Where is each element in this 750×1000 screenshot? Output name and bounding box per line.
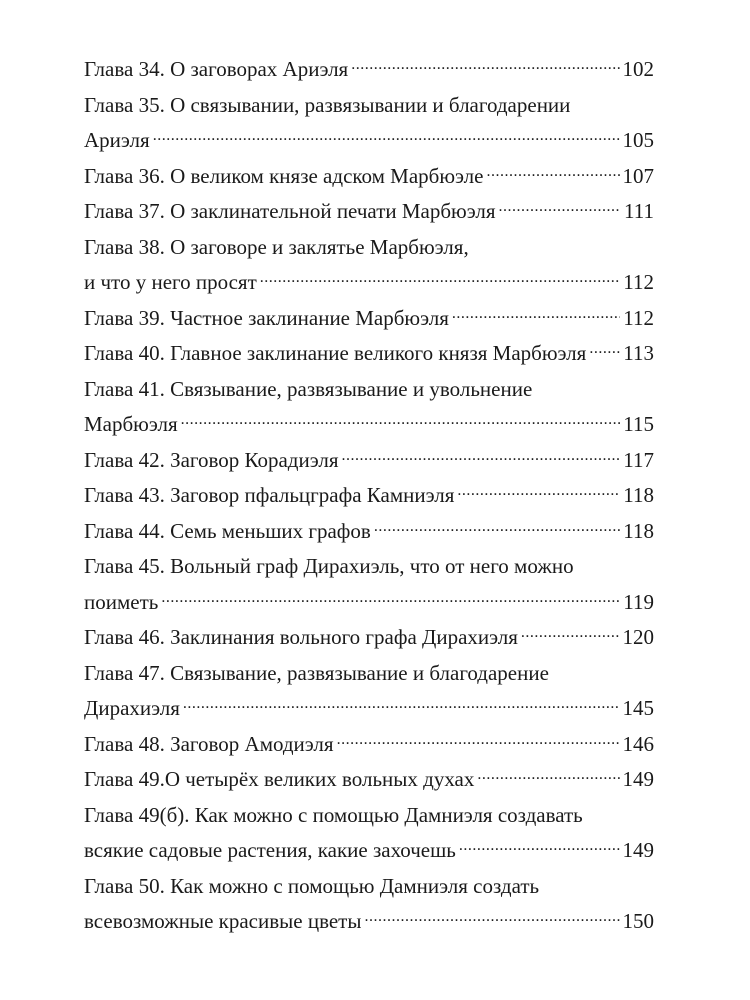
toc-entry-text: Глава 47. Связывание, развязывание и благодарение [84, 660, 549, 685]
toc-entry-text: Глава 37. О заклинательной печати Марбюэля [84, 199, 496, 223]
toc-entry-continuation-line [84, 904, 654, 940]
toc-page-number: 150 [622, 909, 654, 933]
toc-page-number: 111 [624, 199, 654, 223]
toc-entry-text: Глава 40. Главное заклинание великого князя Марбюэля [84, 341, 587, 365]
toc-entry-title-line [84, 762, 654, 798]
dot-leader [183, 694, 620, 715]
toc-entry-text: Глава 45. Вольный граф Дирахиэль, что от него можно [84, 554, 574, 578]
toc-entry-text: Глава 44. Семь меньших графов [84, 518, 371, 543]
toc-entry [84, 301, 654, 337]
toc-page-number: 112 [623, 305, 654, 330]
toc-entry-title-line [84, 478, 654, 514]
dot-leader [337, 730, 620, 751]
toc-entry-text: Глава 39. Частное заклинание Марбюэля [84, 305, 449, 330]
toc-entry-text: Ариэля [84, 128, 150, 152]
toc-entry-text: Глава 49.О четырёх великих вольных духах [84, 767, 475, 791]
toc-page-number: 115 [623, 412, 654, 436]
toc-entry-continuation-line [84, 265, 654, 301]
toc-entry-text: всевозможные красивые цветы [84, 909, 362, 933]
toc-entry-text: Глава 42. Заговор Корадиэля [84, 447, 339, 472]
toc-entry-title-line [84, 230, 654, 266]
dot-leader [161, 588, 620, 609]
toc-entry-title-line [84, 727, 654, 763]
dot-leader [452, 304, 620, 325]
toc-page-number: 120 [622, 625, 654, 649]
toc-entry-text: Глава 41. Связывание, развязывание и увольнение [84, 376, 533, 401]
toc-entry-title-line [84, 52, 654, 88]
toc-entry-text: Глава 34. О заговорах Ариэля [84, 57, 349, 81]
toc-entry-title-line [84, 336, 654, 372]
toc-page-number: 149 [622, 767, 654, 791]
toc-entry-text: всякие садовые растения, какие захочешь [84, 838, 456, 862]
toc-entry-text: Глава 50. Как можно с помощью Дамниэля создать [84, 873, 540, 898]
toc-entry-title-line [84, 194, 654, 230]
toc-entry-title-line [84, 443, 654, 479]
toc-entry [84, 443, 654, 479]
toc-entry [84, 514, 654, 550]
toc-entry [84, 230, 654, 301]
toc-entry-text: поиметь [84, 589, 159, 614]
toc-page-number: 119 [623, 589, 654, 614]
toc-entry-title-line [84, 372, 654, 408]
dot-leader [342, 446, 621, 467]
table-of-contents [84, 52, 654, 940]
dot-leader [457, 481, 620, 502]
toc-entry-text: Дирахиэля [84, 696, 180, 720]
toc-entry [84, 194, 654, 230]
toc-entry [84, 727, 654, 763]
toc-page-number: 107 [622, 163, 654, 188]
toc-entry-continuation-line [84, 691, 654, 727]
dot-leader [153, 126, 620, 147]
dot-leader [477, 765, 619, 786]
toc-entry-continuation-line [84, 123, 654, 159]
toc-entry-text: Глава 43. Заговор пфальцграфа Камниэля [84, 483, 455, 507]
toc-entry [84, 762, 654, 798]
dot-leader [181, 410, 621, 431]
toc-entry-title-line [84, 620, 654, 656]
dot-leader [459, 836, 620, 857]
toc-entry-text: Глава 49(б). Как можно с помощью Дамниэля создавать [84, 802, 583, 827]
toc-entry-title-line [84, 869, 654, 905]
toc-entry-text: Глава 36. О великом князе адском Марбюэле [84, 163, 484, 188]
toc-entry-title-line [84, 798, 654, 834]
toc-entry [84, 478, 654, 514]
toc-page-number: 149 [622, 838, 654, 862]
toc-entry-text: и что у него просят [84, 270, 257, 294]
toc-entry [84, 869, 654, 940]
toc-entry [84, 620, 654, 656]
dot-leader [260, 268, 620, 289]
toc-entry [84, 656, 654, 727]
dot-leader [521, 623, 620, 644]
toc-entry [84, 336, 654, 372]
toc-entry-continuation-line [84, 407, 654, 443]
toc-entry [84, 159, 654, 195]
toc-entry-title-line [84, 656, 654, 692]
dot-leader [499, 197, 622, 218]
dot-leader [589, 339, 620, 360]
toc-entry [84, 798, 654, 869]
toc-entry-text: Глава 46. Заклинания вольного графа Дирахиэля [84, 625, 518, 649]
dot-leader [374, 517, 620, 538]
toc-entry-title-line [84, 159, 654, 195]
toc-page-number: 118 [623, 483, 654, 507]
toc-entry [84, 372, 654, 443]
toc-entry-text: Глава 35. О связывании, развязывании и благодарении [84, 92, 571, 117]
toc-entry-title-line [84, 514, 654, 550]
toc-page-number: 113 [623, 341, 654, 365]
toc-page-number: 105 [622, 128, 654, 152]
toc-page-number: 102 [622, 57, 654, 81]
dot-leader [351, 55, 619, 76]
toc-entry [84, 549, 654, 620]
toc-entry-text: Глава 48. Заговор Амодиэля [84, 731, 334, 756]
dot-leader [486, 162, 619, 183]
toc-entry-title-line [84, 88, 654, 124]
toc-entry [84, 88, 654, 159]
toc-entry-text: Марбюэля [84, 412, 178, 436]
toc-page-number: 146 [622, 731, 654, 756]
toc-page-number: 145 [622, 696, 654, 720]
toc-entry-title-line [84, 549, 654, 585]
toc-page-number: 117 [623, 447, 654, 472]
dot-leader [364, 907, 619, 928]
toc-entry-text: Глава 38. О заговоре и заклятье Марбюэля, [84, 234, 469, 259]
toc-page-number: 118 [623, 518, 654, 543]
toc-entry [84, 52, 654, 88]
toc-page-number: 112 [623, 270, 654, 294]
toc-entry-title-line [84, 301, 654, 337]
toc-entry-continuation-line [84, 833, 654, 869]
toc-entry-continuation-line [84, 585, 654, 621]
